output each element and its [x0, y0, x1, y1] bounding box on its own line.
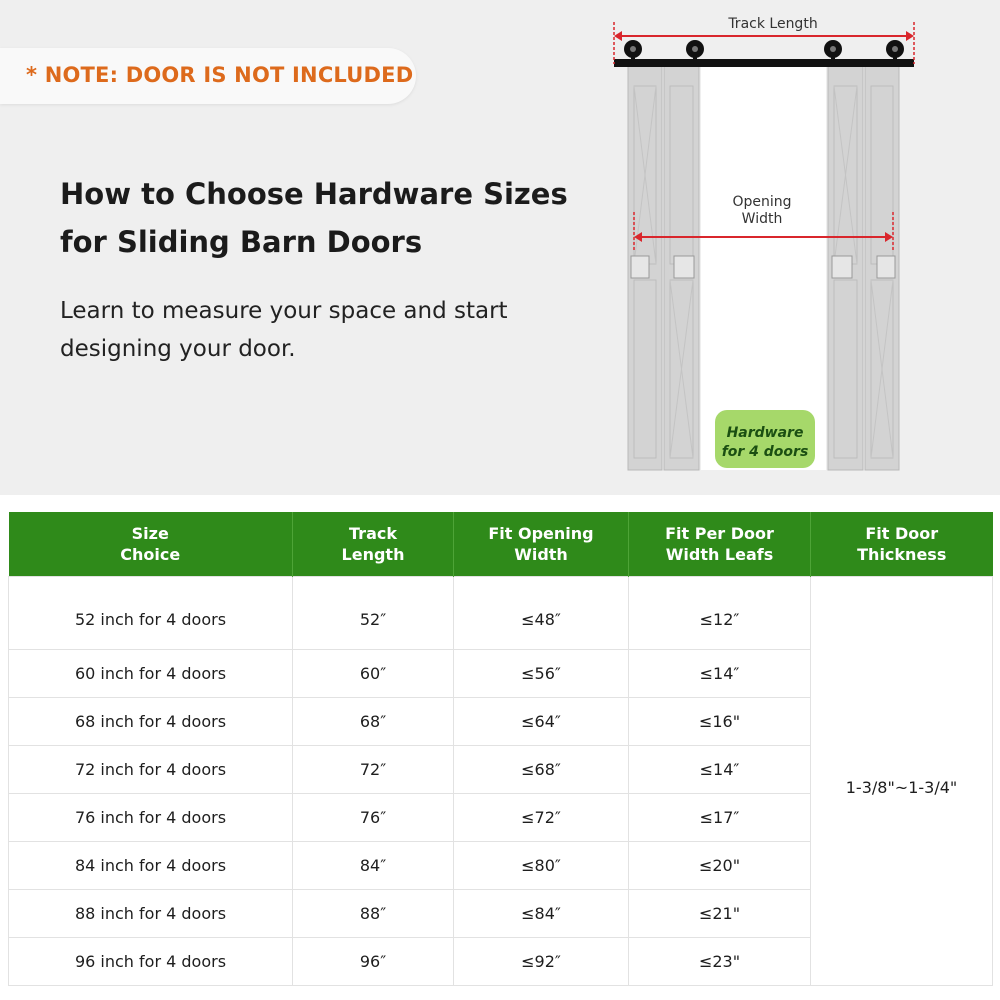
- size-cell: 96 inch for 4 doors: [9, 938, 293, 986]
- opening-cell: ≤72″: [454, 794, 629, 842]
- door-opening: [701, 64, 826, 470]
- opening-width-label-2: Width: [741, 211, 783, 227]
- size-chart-table: [8, 512, 993, 986]
- door-handle: [674, 256, 694, 278]
- table-row: [9, 577, 993, 650]
- leaf-cell: ≤23": [629, 938, 811, 986]
- size-cell: 68 inch for 4 doors: [9, 698, 293, 746]
- subtitle-line-2: designing your door.: [60, 336, 296, 362]
- column-header-track: Track Length: [293, 512, 454, 577]
- hero-banner: [0, 0, 1000, 495]
- opening-cell: ≤92″: [454, 938, 629, 986]
- column-header-opening: Fit Opening Width: [454, 512, 629, 577]
- left-door-pair: [628, 64, 699, 470]
- opening-cell: ≤64″: [454, 698, 629, 746]
- size-cell: 84 inch for 4 doors: [9, 842, 293, 890]
- leaf-cell: ≤14″: [629, 650, 811, 698]
- leaf-cell: ≤12″: [629, 577, 811, 650]
- door-handle: [631, 256, 649, 278]
- size-cell: 76 inch for 4 doors: [9, 794, 293, 842]
- track-cell: 84″: [293, 842, 454, 890]
- leaf-cell: ≤20": [629, 842, 811, 890]
- subtitle-line-1: Learn to measure your space and start: [60, 298, 508, 324]
- opening-cell: ≤80″: [454, 842, 629, 890]
- hardware-badge-line-2: for 4 doors: [721, 444, 809, 460]
- right-door-pair: [828, 64, 899, 470]
- track-cell: 68″: [293, 698, 454, 746]
- leaf-cell: ≤17″: [629, 794, 811, 842]
- barn-door-diagram: [598, 0, 928, 480]
- opening-cell: ≤56″: [454, 650, 629, 698]
- track-cell: 60″: [293, 650, 454, 698]
- track-cell: 52″: [293, 577, 454, 650]
- table-header-row: [9, 512, 993, 577]
- size-cell: 52 inch for 4 doors: [9, 577, 293, 650]
- opening-width-label-1: Opening: [732, 194, 792, 210]
- title-line-1: How to Choose Hardware Sizes: [60, 177, 568, 211]
- track-length-label: Track Length: [728, 16, 818, 32]
- title-line-2: for Sliding Barn Doors: [60, 225, 423, 259]
- note-text: * NOTE: DOOR IS NOT INCLUDED: [26, 63, 414, 87]
- opening-cell: ≤84″: [454, 890, 629, 938]
- door-handle: [832, 256, 852, 278]
- door-handle: [877, 256, 895, 278]
- leaf-cell: ≤14″: [629, 746, 811, 794]
- column-header-leaf: Fit Per Door Width Leafs: [629, 512, 811, 577]
- page-subtitle: [60, 292, 600, 368]
- leaf-cell: ≤21": [629, 890, 811, 938]
- size-cell: 88 inch for 4 doors: [9, 890, 293, 938]
- opening-cell: ≤48″: [454, 577, 629, 650]
- note-banner: [0, 48, 416, 104]
- column-header-size: Size Choice: [9, 512, 293, 577]
- leaf-cell: ≤16": [629, 698, 811, 746]
- track-cell: 72″: [293, 746, 454, 794]
- track-rail: [614, 59, 914, 67]
- page-title: [60, 170, 600, 266]
- track-cell: 76″: [293, 794, 454, 842]
- thickness-cell: 1-3/8"~1-3/4": [811, 577, 993, 986]
- track-cell: 96″: [293, 938, 454, 986]
- column-header-thickness: Fit Door Thickness: [811, 512, 993, 577]
- size-cell: 60 inch for 4 doors: [9, 650, 293, 698]
- hardware-badge-line-1: Hardware: [726, 425, 804, 441]
- size-cell: 72 inch for 4 doors: [9, 746, 293, 794]
- track-cell: 88″: [293, 890, 454, 938]
- opening-cell: ≤68″: [454, 746, 629, 794]
